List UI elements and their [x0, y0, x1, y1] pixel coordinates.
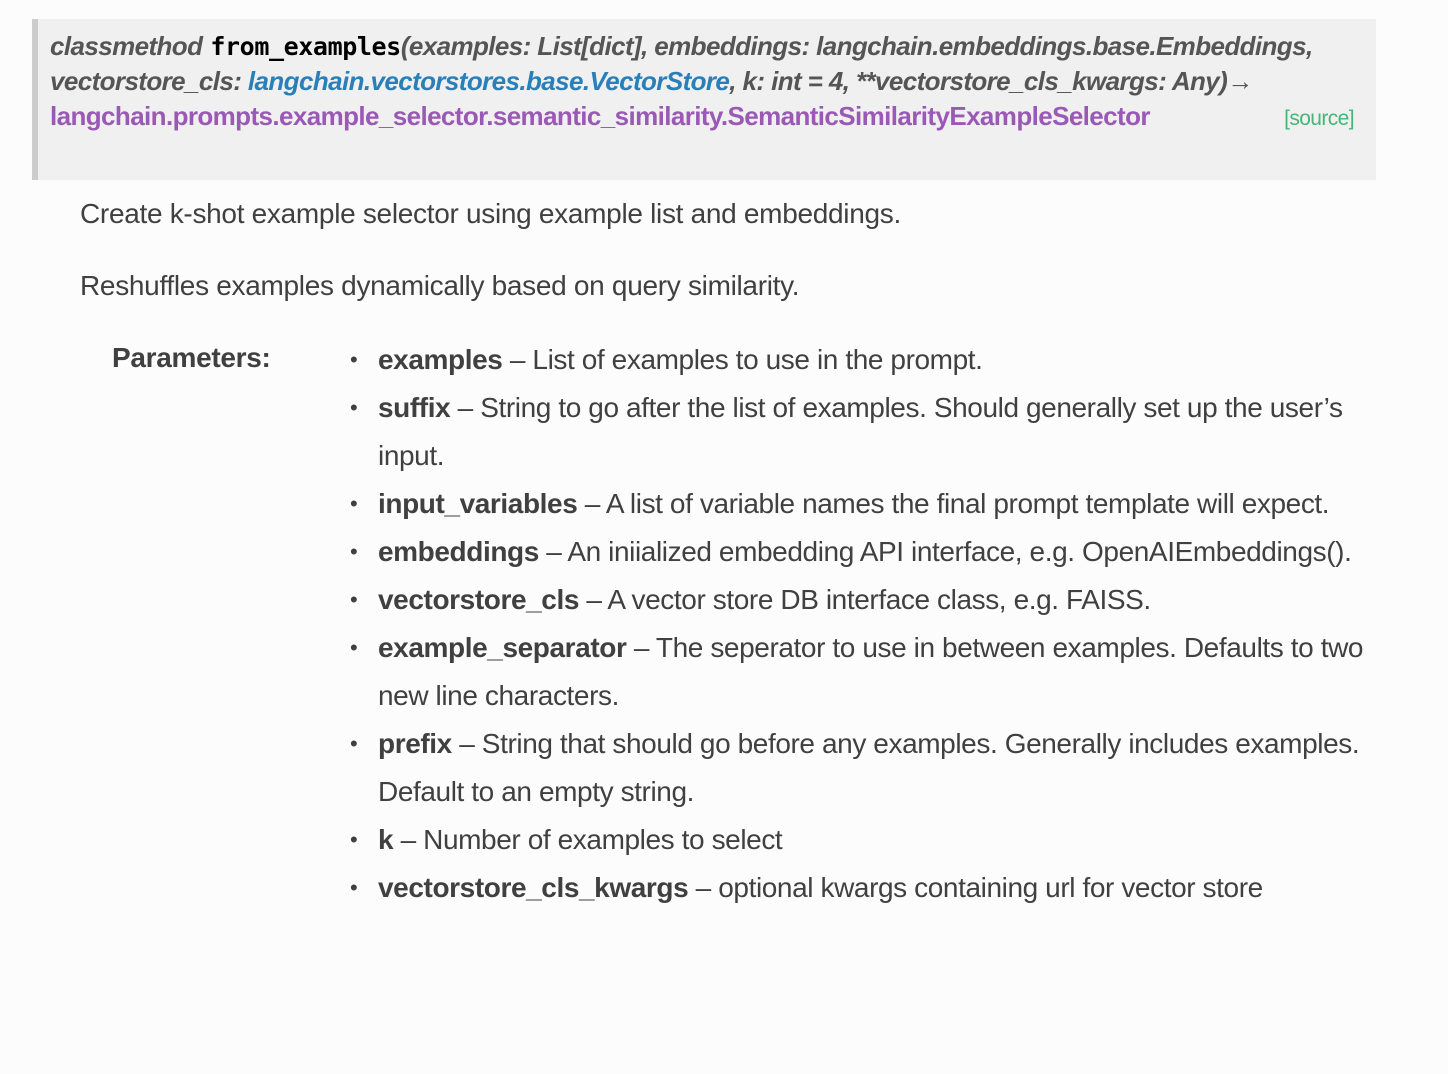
param-separator: – [393, 824, 424, 855]
param-item-input-variables [350, 480, 1388, 528]
open-paren: ( [400, 31, 409, 61]
param-separator: – [579, 584, 608, 615]
param-name: example_separator [378, 632, 627, 663]
bullet-icon: • [350, 875, 358, 900]
bullet-icon: • [350, 731, 358, 756]
param-desc: A vector store DB interface class, e.g. FAISS. [607, 584, 1151, 615]
bullet-icon: • [350, 395, 358, 420]
param-separator: – [538, 536, 568, 567]
param-item-vectorstore-cls-kwargs [350, 864, 1388, 912]
param-name: examples [378, 344, 503, 375]
bullet-icon: • [350, 491, 358, 516]
param-separator: – [502, 344, 533, 375]
param-desc: String to go after the list of examples. Should generally set up the user’s input. [378, 392, 1343, 471]
return-type-link[interactable]: langchain.prompts.example_selector.semantic_similarity.SemanticSimilarityExampleSelector [50, 101, 1150, 131]
param-item-vectorstore-cls [350, 576, 1388, 624]
vectorstore-type-link[interactable]: langchain.vectorstores.base.VectorStore [247, 66, 730, 96]
description-summary: Create k-shot example selector using example list and embeddings. [80, 198, 901, 229]
param-item-prefix [350, 720, 1388, 816]
method-signature [32, 19, 1376, 180]
param-separator: – [450, 392, 481, 423]
parameters-list [350, 336, 1388, 912]
params-line-2: , k: int = 4, **vectorstore_cls_kwargs: Any) [729, 66, 1228, 96]
param-item-k [350, 816, 1388, 864]
bullet-icon: • [350, 587, 358, 612]
param-item-examples [350, 336, 1388, 384]
bullet-icon: • [350, 347, 358, 372]
description-detail: Reshuffles examples dynamically based on query similarity. [80, 270, 800, 301]
param-item-suffix [350, 384, 1388, 480]
method-name: from_examples [210, 32, 401, 61]
param-desc: An iniialized embedding API interface, e.g. OpenAIEmbeddings(). [567, 536, 1352, 567]
param-separator: – [626, 632, 656, 663]
param-separator: – [688, 872, 719, 903]
param-item-example-separator [350, 624, 1388, 720]
bullet-icon: • [350, 635, 358, 660]
param-separator: – [577, 488, 606, 519]
return-arrow-icon: → [1227, 66, 1253, 96]
params-line-1: examples: List[dict], embeddings: langchain.embeddings.base.Embeddings, [408, 31, 1313, 61]
bullet-icon: • [350, 539, 358, 564]
classmethod-keyword: classmethod [50, 31, 203, 61]
param-name: prefix [378, 728, 452, 759]
param-name: input_variables [378, 488, 578, 519]
parameters-label: Parameters: [112, 342, 271, 373]
param-vectorstore-cls: vectorstore_cls: [50, 66, 248, 96]
param-name: vectorstore_cls [378, 584, 580, 615]
param-name: k [378, 824, 394, 855]
param-separator: – [451, 728, 482, 759]
param-name: embeddings [378, 536, 539, 567]
param-desc: A list of variable names the final prompt template will expect. [605, 488, 1330, 519]
source-link[interactable]: [source] [1284, 107, 1354, 130]
param-desc: optional kwargs containing url for vector store [718, 872, 1263, 903]
param-name: suffix [378, 392, 451, 423]
param-name: vectorstore_cls_kwargs [378, 872, 689, 903]
param-desc: List of examples to use in the prompt. [532, 344, 983, 375]
param-desc: String that should go before any examples. Generally includes examples. Default to an empty string. [378, 728, 1360, 807]
param-desc: The seperator to use in between examples. Defaults to two new line characters. [378, 632, 1364, 711]
param-item-embeddings [350, 528, 1388, 576]
param-desc: Number of examples to select [423, 824, 783, 855]
bullet-icon: • [350, 827, 358, 852]
